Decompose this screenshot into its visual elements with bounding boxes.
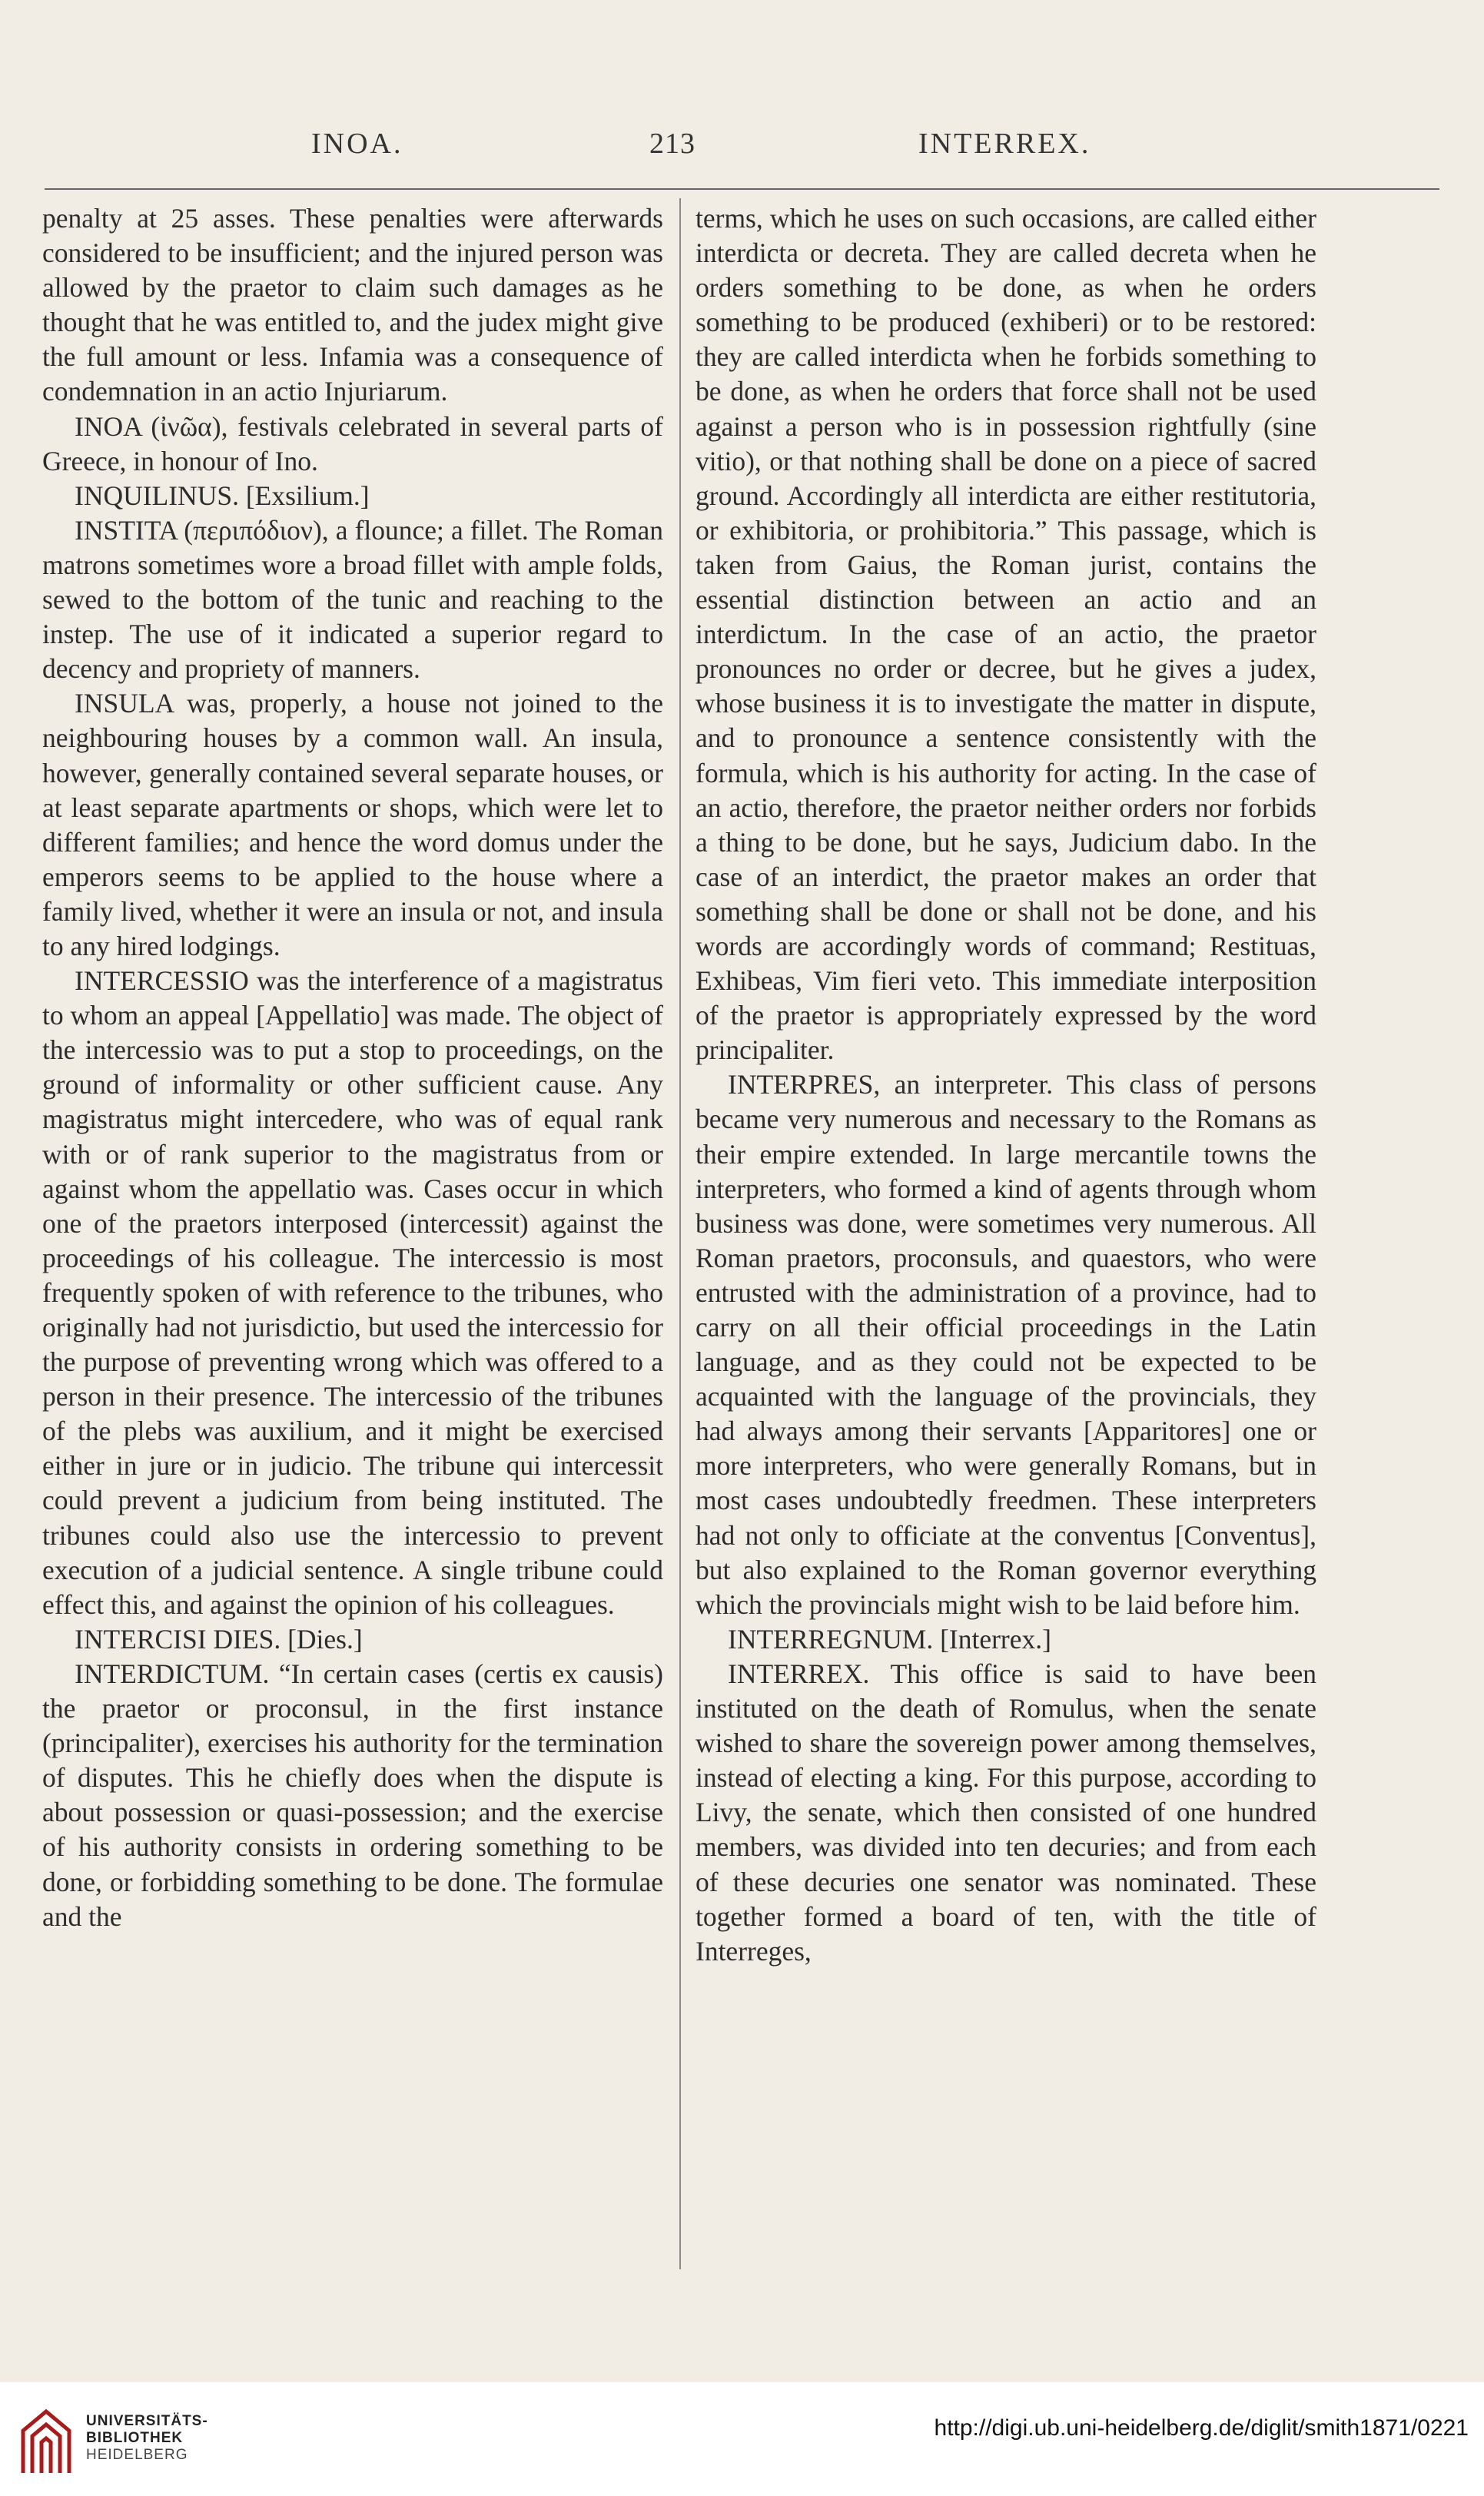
entry-instita: INSTITA (περιπόδιον), a flounce; a fillet. The Roman matrons sometimes wore a broad fillet with ample folds, sewed to the bottom of the tunic and reaching to the instep. The use of it indicated a superior regard to decency and propriety of manners. [42, 514, 663, 685]
entry-interdictum: INTERDICTUM. “In certain cases (certis ex causis) the praetor or proconsul, in the first instance (principaliter), exercises his authority for the termination of disputes. This he chiefly does when the dispute is about possession or quasi-possession; and the exercise of his authority consists in ordering something to be done, or forbidding something to be done. The formulae and the [42, 1658, 663, 1932]
library-name-line-1: UNIVERSITÄTS- [86, 2413, 208, 2429]
entry-inquilinus: INQUILINUS. [Exsilium.] [75, 480, 370, 511]
running-head-left: INOA. [311, 128, 403, 160]
entry-interregnum: INTERREGNUM. [Interrex.] [728, 1623, 1051, 1655]
paragraph-injuriarum-end: penalty at 25 asses. These penalties were afterwards considered to be insufficient; and the injured person was allowed by the praetor to claim such damages as he thought that he was entitled to, and the judex might give the full amount or less. Infamia was a consequence of condemnation in an actio Injuriarum. [42, 203, 663, 407]
entry-interrex: INTERREX. This office is said to have been instituted on the death of Romulus, when the senate wished to share the sovereign power among themselves, instead of electing a king. For this purpose, according to Livy, the senate, which then consisted of one hundred members, was divided into ten decuries; and from each of these decuries one senator was nominated. These together formed a board of ten, with the title of Interreges, [696, 1658, 1316, 1967]
library-name-line-2: BIBLIOTHEK [86, 2430, 184, 2446]
paragraph-interdictum-cont: terms, which he uses on such occasions, are called either interdicta or decreta. They are called decreta when he orders something to be done, as when he orders something to be produced (exhiberi) or to be restored: they are called interdicta when he forbids something to be done, as when he orders that force shall not be used against a person who is in possession rightfully (sine vitio), or that nothing shall be done on a piece of sacred ground. Accordingly all interdicta are either restitutoria, or exhibitoria, or prohibitoria.” This passage, which is taken from Gaius, the Roman jurist, contains the essential distinction between an actio and an interdictum. In the case of an actio, the praetor pronounces no order or decree, but he gives a judex, whose business it is to investigate the matter in dispute, and to pronounce a sentence consistently with the formula, which is his authority for acting. In the case of an actio, therefore, the praetor neither orders nor forbids a thing to be done, but he says, Judicium dabo. In the case of an interdict, the praetor makes an order that something shall be done or shall not be done, and his words are accordingly words of command; Restituas, Exhibeas, Vim fieri veto. This immediate interposition of the praetor is appropriately expressed by the word principaliter. [696, 203, 1316, 1066]
header-rule [45, 188, 1439, 190]
entry-intercessio: INTERCESSIO was the interference of a magistratus to whom an appeal [Appellatio] was made. The object of the intercessio was to put a stop to proceedings, on the ground of informality or other sufficient cause. Any magistratus might intercedere, who was of equal rank with or of rank superior to the magistratus from or against whom the appellatio was. Cases occur in which one of the praetors interposed (intercessit) against the proceedings of his colleague. The intercessio is most frequently spoken of with reference to the tribunes, who originally had not jurisdictio, but used the intercessio for the purpose of preventing wrong which was offered to a person in their presence. The intercessio of the tribunes of the plebs was auxilium, and it might be exercised either in jure or in judicio. The tribune qui intercessit could prevent a judicium from being instituted. The tribunes could also use the intercessio to prevent execution of a judicial sentence. A single tribune could effect this, and against the opinion of his colleagues. [42, 965, 663, 1620]
entry-intercisi-dies: INTERCISI DIES. [Dies.] [75, 1623, 363, 1655]
library-name [86, 2413, 208, 2464]
source-url-link[interactable]: http://digi.ub.uni-heidelberg.de/diglit/smith1871/0221 [934, 2415, 1469, 2441]
entry-interpres: INTERPRES, an interpreter. This class of persons became very numerous and necessary to the Romans as their empire extended. In large mercantile towns the interpreters, who formed a kind of agents through whom business was done, were sometimes very numerous. All Roman praetors, proconsuls, and quaestors, who were entrusted with the administration of a province, had to carry on all their official proceedings in the Latin language, and as they could not be expected to be acquainted with the language of the provincials, they had always among their servants [Apparitores] one or more interpreters, who were generally Romans, but in most cases undoubtedly freedmen. These interpreters had not only to officiate at the conventus [Conventus], but also explained to the Roman governor everything which the provincials might wish to be laid before him. [696, 1069, 1316, 1620]
running-head-right: INTERREX. [918, 128, 1091, 160]
entry-inoa: INOA (ἰνῶα), festivals celebrated in several parts of Greece, in honour of Ino. [42, 410, 663, 476]
running-head [0, 127, 1484, 165]
entry-insula: INSULA was, properly, a house not joined to the neighbouring houses by a common wall. An insula, however, generally contained several separate houses, or at least separate apartments or shops, which were let to different families; and hence the word domus under the emperors seems to be applied to the house where a family lived, whether it were an insula or not, and insula to any hired lodgings. [42, 688, 663, 961]
right-column [696, 201, 1316, 1969]
library-name-line-3: HEIDELBERG [86, 2447, 188, 2463]
library-logo-icon [15, 2396, 77, 2481]
left-column [42, 201, 663, 1934]
page-number: 213 [649, 128, 696, 160]
column-divider [679, 198, 681, 2269]
